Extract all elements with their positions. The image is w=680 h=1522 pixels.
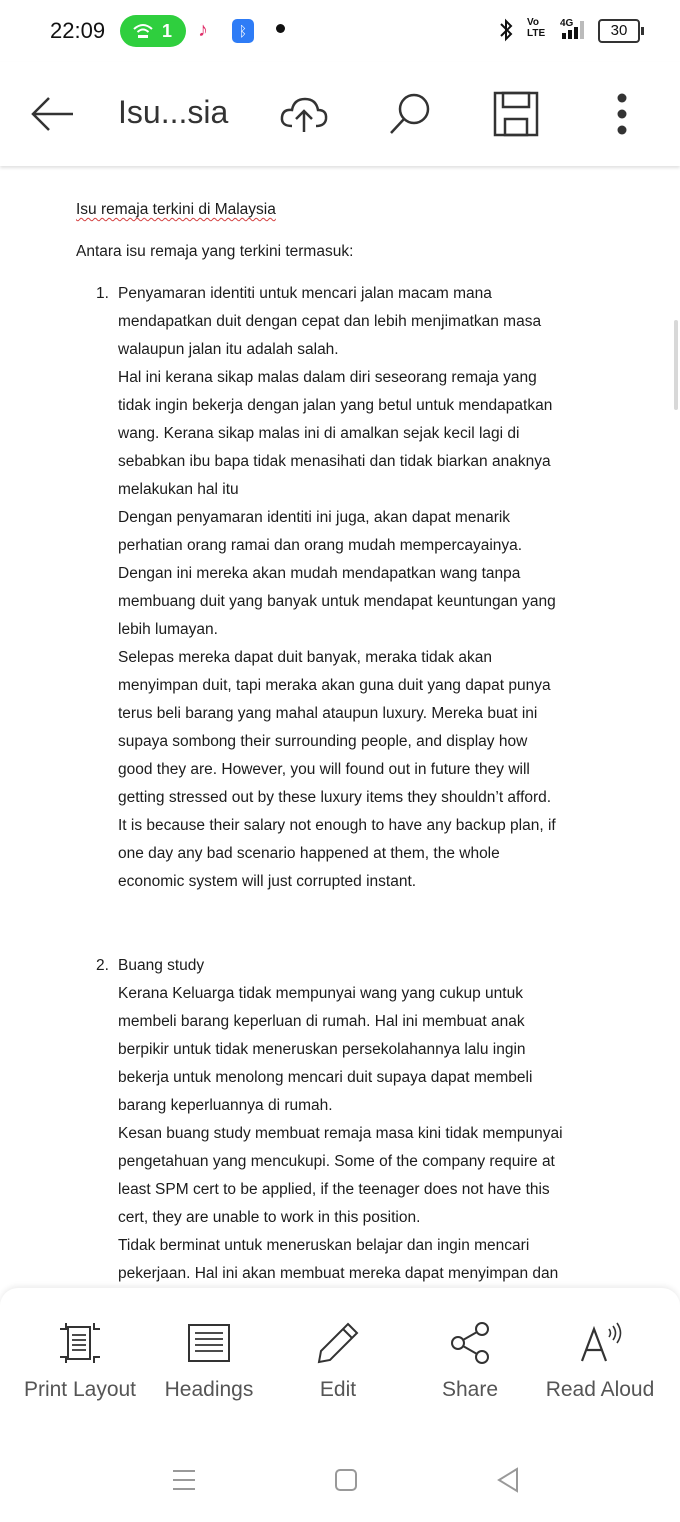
- list-item-line: barang keperluannya di rumah.: [118, 1097, 333, 1114]
- recents-icon: [171, 1468, 197, 1492]
- list-item-line: Kerana Keluarga tidak mempunyai wang yang cukup untuk: [118, 985, 523, 1002]
- home-button[interactable]: [326, 1464, 366, 1496]
- wifi-count: 1: [162, 21, 173, 41]
- list-item-line: membeli barang keperluan di rumah. Hal ini membuat anak: [118, 1013, 525, 1030]
- list-item-line: berpikir untuk tidak meneruskan persekolahannya lalu ingin: [118, 1041, 526, 1058]
- bottom-action-bar: [0, 1288, 680, 1438]
- list-item-line: mendapatkan duit dengan cepat dan lebih menjimatkan masa: [118, 313, 542, 330]
- list-item-line: Dengan ini mereka akan mudah mendapatkan wang tanpa: [118, 565, 521, 582]
- pencil-icon: [316, 1321, 360, 1365]
- list-item-line: pekerjaan. Hal ini akan membuat mereka dapat menyimpan dan: [118, 1265, 559, 1282]
- list-item-line: good they are. However, you will found out in future they will: [118, 761, 530, 778]
- signal-icon: [560, 17, 590, 41]
- svg-text:4G: 4G: [560, 18, 574, 29]
- list-item-line: getting stressed out by these luxury items they shouldn’t afford.: [118, 789, 552, 806]
- cloud-upload-icon: [278, 94, 330, 134]
- notification-dot-icon: [276, 24, 285, 33]
- list-item-line: lebih lumayan.: [118, 621, 218, 638]
- bluetooth-icon: [498, 18, 514, 42]
- status-bar: [0, 0, 680, 62]
- list-item-line: menyimpan duit, tapi meraka akan guna duit yang dapat punya: [118, 677, 551, 694]
- read-aloud-button[interactable]: [532, 1318, 668, 1402]
- share-label: Share: [441, 1378, 499, 1401]
- list-item-line: Kesan buang study membuat remaja masa kini tidak mempunyai: [118, 1125, 563, 1142]
- list-item-line: tidak ingin bekerja dengan jalan yang betul untuk mendapatkan: [118, 397, 553, 414]
- document-body[interactable]: [0, 168, 680, 1288]
- arrow-left-icon: [29, 94, 75, 134]
- list-item-line: Selepas mereka dapat duit banyak, meraka tidak akan: [118, 649, 492, 666]
- volte-indicator: Vo LTE: [527, 17, 546, 39]
- list-item-line: one day any bad scenario happened at them, the whole: [118, 845, 500, 862]
- save-button[interactable]: [484, 82, 548, 146]
- wifi-hotspot-pill: [120, 15, 186, 47]
- list-item-line: It is because their salary not enough to have any backup plan, if: [118, 817, 556, 834]
- list-item-line: melakukan hal itu: [118, 481, 239, 498]
- system-back-button[interactable]: [488, 1464, 528, 1496]
- share-button[interactable]: [402, 1318, 538, 1402]
- list-item-line: wang. Kerana sikap malas ini di amalkan sejak kecil lagi di: [118, 425, 520, 442]
- home-icon: [334, 1468, 358, 1492]
- list-item-line: sebabkan ibu bapa tidak menasihati dan tidak biarkan anaknya: [118, 453, 551, 470]
- list-item-line: least SPM cert to be applied, if the teenager does not have this: [118, 1181, 550, 1198]
- search-icon: [386, 90, 434, 138]
- list-item-line: economic system will just corrupted instant.: [118, 873, 417, 890]
- bluetooth-app-icon: ᛒ: [232, 19, 254, 43]
- headings-button[interactable]: [141, 1318, 277, 1402]
- edit-button[interactable]: [270, 1318, 406, 1402]
- doc-intro: Antara isu remaja yang terkini termasuk:: [76, 243, 354, 260]
- save-icon: [493, 91, 539, 137]
- doc-heading: Isu remaja terkini di Malaysia: [76, 201, 276, 218]
- system-nav-bar: [0, 1438, 680, 1522]
- headings-icon: [187, 1323, 231, 1363]
- upload-button[interactable]: [272, 82, 336, 146]
- list-item-line: pengetahuan yang mencukupi. Some of the company require at: [118, 1153, 555, 1170]
- list-item-line: perhatian orang ramai dan orang mudah mempercayainya.: [118, 537, 523, 554]
- list-item-line: cert, they are unable to work in this position.: [118, 1209, 421, 1226]
- print-layout-button[interactable]: [12, 1318, 148, 1402]
- list-item-line: terus beli barang yang mahal ataupun luxury. Mereka buat ini: [118, 705, 538, 722]
- print-layout-icon: [58, 1321, 102, 1365]
- status-time: 22:09: [50, 18, 106, 43]
- list-item-number: 2.: [96, 957, 109, 974]
- list-item-line: Buang study: [118, 957, 205, 974]
- scrollbar-thumb[interactable]: [674, 320, 678, 410]
- tiktok-icon: ♪: [198, 19, 208, 41]
- wifi-icon: [132, 22, 154, 40]
- read-aloud-label: Read Aloud: [545, 1378, 655, 1401]
- list-item-line: membuang duit yang banyak untuk mendapat keuntungan yang: [118, 593, 556, 610]
- more-options-button[interactable]: [590, 82, 654, 146]
- share-icon: [448, 1321, 492, 1365]
- edit-label: Edit: [319, 1378, 357, 1401]
- document-title[interactable]: Isu...sia: [118, 94, 229, 130]
- back-triangle-icon: [496, 1467, 520, 1493]
- list-item-line: Dengan penyamaran identiti ini juga, akan dapat menarik: [118, 509, 511, 526]
- headings-label: Headings: [164, 1378, 254, 1401]
- back-button[interactable]: [20, 82, 84, 146]
- list-item-line: Penyamaran identiti untuk mencari jalan macam mana: [118, 285, 492, 302]
- battery-indicator: 30: [598, 19, 640, 43]
- list-item-line: walaupun jalan itu adalah salah.: [118, 341, 339, 358]
- print-layout-label: Print Layout: [23, 1378, 137, 1401]
- list-item-line: supaya sombong their surrounding people, and display how: [118, 733, 528, 750]
- search-button[interactable]: [378, 82, 442, 146]
- more-vertical-icon: [616, 92, 628, 136]
- list-item-line: bekerja untuk menolong mencari duit supaya dapat membeli: [118, 1069, 533, 1086]
- list-item-line: Hal ini kerana sikap malas dalam diri seseorang remaja yang: [118, 369, 537, 386]
- list-item-line: Tidak berminat untuk meneruskan belajar dan ingin mencari: [118, 1237, 530, 1254]
- read-aloud-icon: [576, 1321, 624, 1365]
- list-item-number: 1.: [96, 285, 109, 302]
- recents-button[interactable]: [164, 1464, 204, 1496]
- document-toolbar: [0, 62, 680, 166]
